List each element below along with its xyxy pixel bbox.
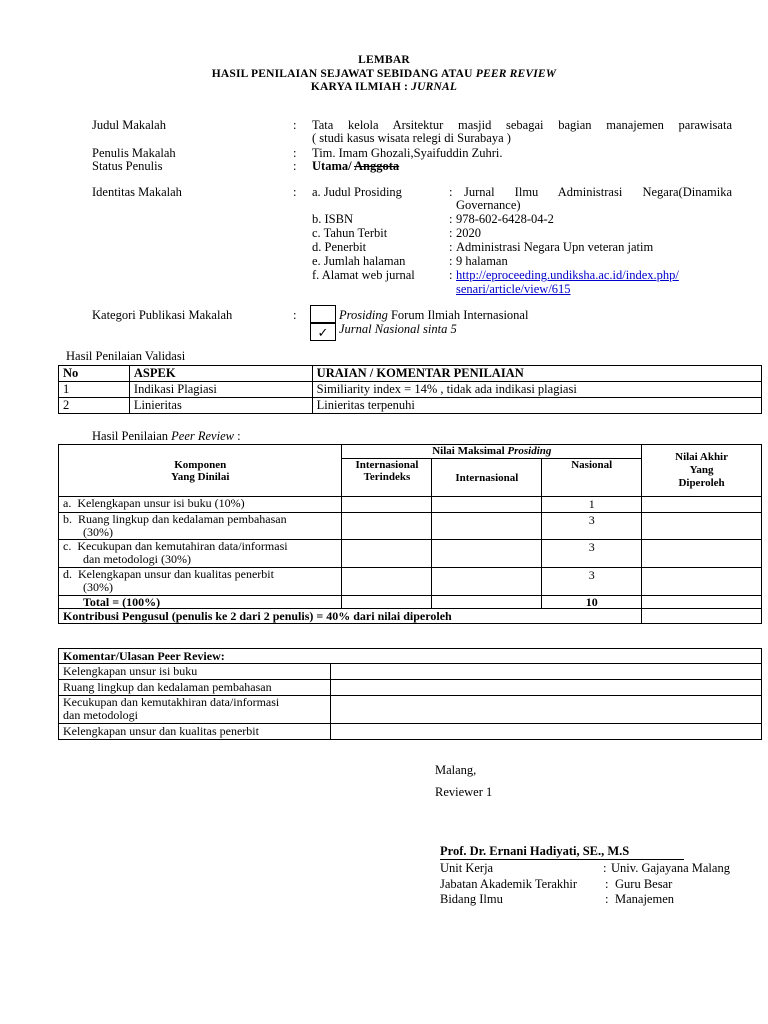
doc-title-lembar: LEMBAR xyxy=(358,54,410,66)
judul-value: Tata kelola Arsitektur masjid sebagai bagian manajemen parawisata xyxy=(312,118,732,132)
total-label: Total = (100%) xyxy=(59,596,342,609)
unit-kerja-value: Univ. Gajayana Malang xyxy=(611,861,730,875)
kategori-label: Kategori Publikasi Makalah xyxy=(92,308,233,322)
colon: : xyxy=(449,212,453,226)
komentar-input[interactable] xyxy=(330,724,761,740)
colon: : xyxy=(293,308,297,322)
signature-role: Reviewer 1 xyxy=(435,785,493,799)
penulis-label: Penulis Makalah xyxy=(92,146,176,160)
nasional-cell: 3 xyxy=(542,540,642,568)
table-cell xyxy=(642,596,762,609)
identitas-key-isbn: b. ISBN xyxy=(312,212,353,226)
doc-title-karya: KARYA ILMIAH : JURNAL xyxy=(310,81,458,93)
bidang-ilmu-label: Bidang Ilmu xyxy=(440,892,503,906)
validasi-table xyxy=(58,365,762,414)
reviewer-name: Prof. Dr. Ernani Hadiyati, SE., M.S xyxy=(440,844,630,858)
doc-title-hasil: HASIL PENILAIAN SEJAWAT SEBIDANG ATAU PEER REVIEW xyxy=(211,68,557,80)
komentar-table xyxy=(58,648,762,740)
status-label: Status Penulis xyxy=(92,159,163,173)
jurnal-option-label: Jurnal Nasional sinta 5 xyxy=(339,322,457,336)
table-cell xyxy=(342,568,432,596)
internasional-header: Internasional xyxy=(432,459,542,497)
nasional-cell: 3 xyxy=(542,513,642,540)
validasi-header-aspek: ASPEK xyxy=(129,366,312,382)
komentar-input[interactable] xyxy=(330,664,761,680)
nasional-header: Nasional xyxy=(542,459,642,497)
table-cell xyxy=(432,596,542,609)
judul-value-line2: ( studi kasus wisata relegi di Surabaya ) xyxy=(312,131,511,145)
colon: : xyxy=(449,268,453,282)
komentar-item: Kelengkapan unsur dan kualitas penerbit xyxy=(59,724,331,740)
identitas-label: Identitas Makalah xyxy=(92,185,182,199)
nilai-akhir-header: Nilai Akhir Yang Diperoleh xyxy=(642,445,762,497)
table-cell xyxy=(642,609,762,624)
table-row xyxy=(59,696,762,724)
table-cell xyxy=(432,513,542,540)
komponen-header: Komponen Yang Dinilai xyxy=(59,445,342,497)
internasional-terindeks-header: Internasional Terindeks xyxy=(342,459,432,497)
jabatan-label: Jabatan Akademik Terakhir xyxy=(440,877,578,891)
colon: : xyxy=(449,254,453,268)
komentar-item: Kelengkapan unsur isi buku xyxy=(59,664,331,680)
signature-underline xyxy=(440,859,684,860)
kontribusi-text: Kontribusi Pengusul (penulis ke 2 dari 2 penulis) = 40% dari nilai diperoleh xyxy=(59,609,642,624)
table-row xyxy=(59,540,762,568)
peer-review-table xyxy=(58,444,762,624)
komponen-cell: a. Kelengkapan unsur isi buku (10%) xyxy=(59,497,342,513)
judul-label: Judul Makalah xyxy=(92,118,166,132)
colon: : xyxy=(293,146,297,160)
table-row xyxy=(59,724,762,740)
total-row xyxy=(59,596,762,609)
identitas-key-judul: a. Judul Prosiding xyxy=(312,185,402,199)
journal-url-link-line2[interactable]: senari/article/view/615 xyxy=(456,282,571,296)
table-cell xyxy=(342,513,432,540)
colon: : xyxy=(449,240,453,254)
table-row xyxy=(59,680,762,696)
table-row xyxy=(59,382,762,398)
table-cell xyxy=(642,513,762,540)
jurnal-checkbox[interactable]: ✓ xyxy=(310,323,336,341)
table-cell xyxy=(342,540,432,568)
validasi-header-uraian: URAIAN / KOMENTAR PENILAIAN xyxy=(312,366,761,382)
table-cell xyxy=(432,568,542,596)
prosiding-option-label: Prosiding Forum Ilmiah Internasional xyxy=(339,308,529,322)
identitas-value-halaman: 9 halaman xyxy=(456,254,508,268)
table-cell: 1 xyxy=(59,382,130,398)
jabatan-value: Guru Besar xyxy=(615,877,673,891)
identitas-value-tahun: 2020 xyxy=(456,226,481,240)
identitas-value-isbn: 978-602-6428-04-2 xyxy=(456,212,554,226)
table-cell: Linieritas terpenuhi xyxy=(312,398,761,414)
identitas-value-penerbit: Administrasi Negara Upn veteran jatim xyxy=(456,240,654,254)
komponen-cell: d. Kelengkapan unsur dan kualitas penerbit (30%) xyxy=(59,568,342,596)
komentar-input[interactable] xyxy=(330,696,761,724)
komentar-item: Kecukupan dan kemutakhiran data/informasi dan metodologi xyxy=(59,696,331,724)
nasional-cell: 3 xyxy=(542,568,642,596)
komentar-input[interactable] xyxy=(330,680,761,696)
penulis-value: Tim. Imam Ghozali,Syaifuddin Zuhri. xyxy=(312,146,503,160)
table-row xyxy=(59,568,762,596)
colon: : xyxy=(605,892,609,906)
total-value: 10 xyxy=(542,596,642,609)
table-cell: Linieritas xyxy=(129,398,312,414)
colon: : xyxy=(293,159,297,173)
journal-url-link[interactable]: http://eproceeding.undiksha.ac.id/index.php/ xyxy=(456,268,679,282)
table-cell: Indikasi Plagiasi xyxy=(129,382,312,398)
table-cell xyxy=(642,497,762,513)
table-cell: Similiarity index = 14% , tidak ada indikasi plagiasi xyxy=(312,382,761,398)
identitas-key-web: f. Alamat web jurnal xyxy=(312,268,415,282)
colon: : xyxy=(449,185,453,199)
colon: : xyxy=(449,226,453,240)
table-row xyxy=(59,398,762,414)
table-cell xyxy=(642,568,762,596)
validasi-header-row xyxy=(59,366,762,382)
colon: : xyxy=(293,118,297,132)
table-cell xyxy=(342,497,432,513)
table-row xyxy=(59,497,762,513)
signature-place: Malang, xyxy=(435,763,477,777)
kontribusi-row xyxy=(59,609,762,624)
identitas-value-judul-line2: Governance) xyxy=(456,198,521,212)
komentar-item: Ruang lingkup dan kedalaman pembahasan xyxy=(59,680,331,696)
table-row xyxy=(59,513,762,540)
unit-kerja-label: Unit Kerja xyxy=(440,861,494,875)
status-value: Utama/ Anggota xyxy=(312,159,400,173)
komponen-cell: b. Ruang lingkup dan kedalaman pembahasan (30%) xyxy=(59,513,342,540)
table-cell xyxy=(432,497,542,513)
colon: : xyxy=(293,185,297,199)
table-cell: 2 xyxy=(59,398,130,414)
table-cell xyxy=(342,596,432,609)
colon: : xyxy=(603,861,607,875)
table-cell xyxy=(642,540,762,568)
nilai-maksimal-header: Nilai Maksimal Prosiding xyxy=(342,445,642,459)
bidang-ilmu-value: Manajemen xyxy=(615,892,675,906)
komentar-title: Komentar/Ulasan Peer Review: xyxy=(59,649,762,664)
validasi-title: Hasil Penilaian Validasi xyxy=(66,349,186,363)
identitas-key-tahun: c. Tahun Terbit xyxy=(312,226,388,240)
identitas-key-halaman: e. Jumlah halaman xyxy=(312,254,406,268)
prosiding-checkbox[interactable] xyxy=(310,305,336,323)
peer-review-title: Hasil Penilaian Peer Review : xyxy=(92,429,241,443)
table-cell xyxy=(432,540,542,568)
komponen-cell: c. Kecukupan dan kemutahiran data/informasi dan metodologi (30%) xyxy=(59,540,342,568)
identitas-value-judul: Jurnal Ilmu Administrasi Negara(Dinamika xyxy=(464,185,732,199)
table-row xyxy=(59,664,762,680)
colon: : xyxy=(605,877,609,891)
nasional-cell: 1 xyxy=(542,497,642,513)
identitas-key-penerbit: d. Penerbit xyxy=(312,240,367,254)
validasi-header-no: No xyxy=(59,366,130,382)
